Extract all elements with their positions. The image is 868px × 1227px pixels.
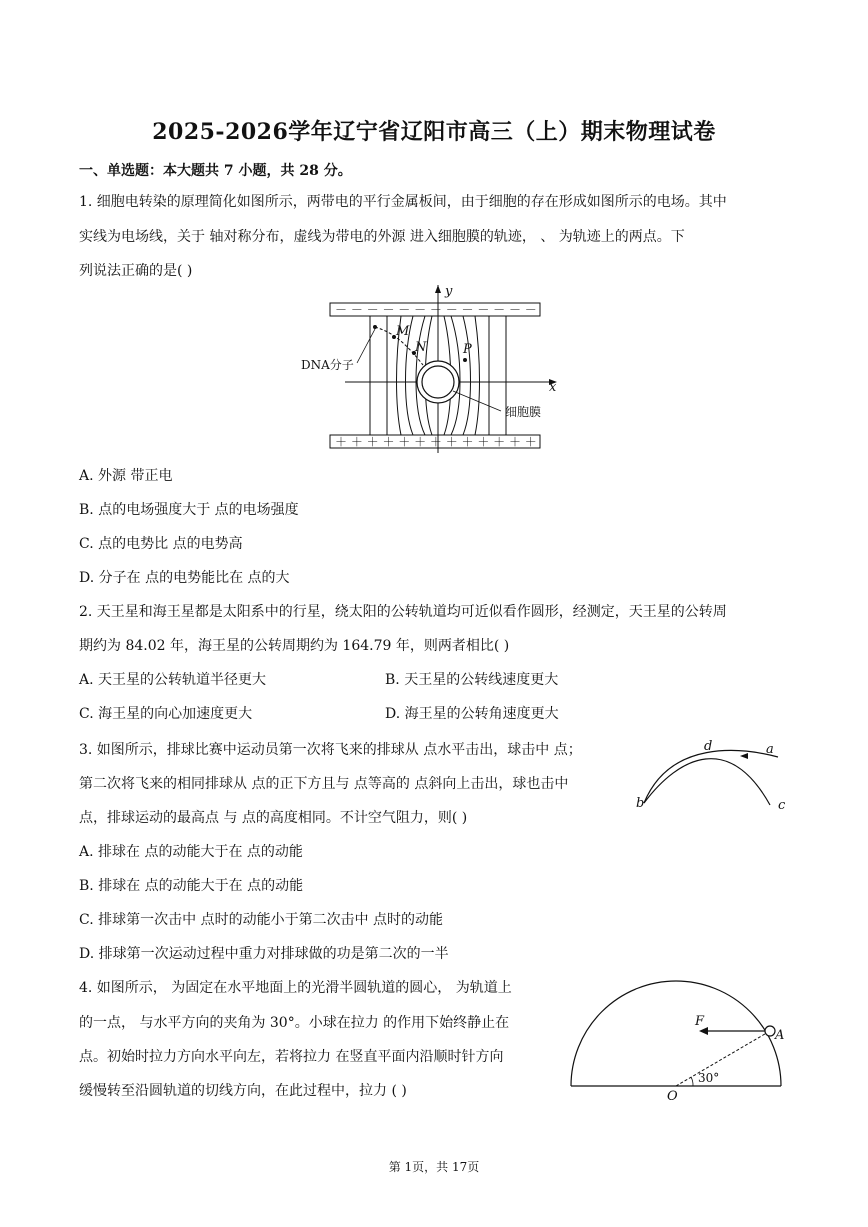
q2-stem-line-1: 2. 天王星和海王星都是太阳系中的行星，绕太阳的公转轨道均可近似看作圆形，经测定，天王星的公转周 [79, 604, 727, 620]
y-axis-label: y [445, 285, 453, 299]
q3-option-b: B. 排球在 点的动能大于在 点的动能 [79, 878, 304, 894]
q3-option-d: D. 排球第一次运动过程中重力对排球做的功是第二次的一半 [79, 946, 449, 962]
semicircle-track [571, 981, 781, 1086]
q4-stem-line-1: 4. 如图所示， 为固定在水平地面上的光滑半圆轨道的圆心， 为轨道上 [79, 980, 512, 996]
q3-stem-line-1: 3. 如图所示，排球比赛中运动员第一次将飞来的排球从 点水平击出，球击中 点； [79, 742, 582, 758]
q4-semicircle-diagram [565, 970, 790, 1105]
q4-stem-line-4: 缓慢转至沿圆轨道的切线方向，在此过程中，拉力 ( ) [79, 1083, 407, 1099]
dna-label: DNA分子 [301, 358, 354, 372]
q2-option-a: A. 天王星的公转轨道半径更大 [79, 672, 267, 688]
point-c-label: c [778, 798, 786, 813]
point-p-label: P [463, 342, 472, 357]
ball [765, 1026, 775, 1036]
x-axis-label: x [549, 380, 557, 395]
q1-stem-line-1: 1. 细胞电转染的原理简化如图所示，两带电的平行金属板间，由于细胞的存在形成如图所示的电场。其中 [79, 194, 727, 210]
q1-option-d: D. 分子在 点的电势能比在 点的大 [79, 570, 290, 586]
point-m-label: M [396, 324, 410, 339]
q3-volleyball-diagram [630, 735, 790, 815]
q3-stem-line-2: 第二次将飞来的相同排球从 点的正下方且与 点等高的 点斜向上击出，球也击中 [79, 776, 569, 792]
q1-stem-line-2: 实线为电场线，关于 轴对称分布，虚线为带电的外源 进入细胞膜的轨迹， 、 为轨迹上的两点。下 [79, 229, 685, 245]
page-footer: 第 1页，共 17页 [388, 1160, 480, 1174]
angle-label: 30° [698, 1071, 720, 1085]
top-plate-charges: － － － － － － － － － － － － － [335, 303, 537, 317]
q3-stem-line-3: 点，排球运动的最高点 与 点的高度相同。不计空气阻力，则( ) [79, 810, 468, 826]
membrane-label: 细胞膜 [505, 405, 542, 419]
trajectory-2 [644, 759, 770, 805]
q2-option-c: C. 海王星的向心加速度更大 [79, 706, 253, 722]
q3-option-a: A. 排球在 点的动能大于在 点的动能 [79, 844, 303, 860]
q1-stem-line-3: 列说法正确的是( ) [79, 263, 193, 279]
q4-stem-line-3: 点。初始时拉力方向水平向左，若将拉力 在竖直平面内沿顺时针方向 [79, 1049, 504, 1065]
force-label: F [695, 1014, 705, 1029]
point-d-label: d [704, 739, 713, 754]
q2-stem-line-2: 期约为 84.02 年，海王星的公转周期约为 164.79 年，则两者相比( ) [79, 638, 510, 654]
point-a-label: a [766, 742, 774, 757]
q4-stem-line-2: 的一点， 与水平方向的夹角为 30°。小球在拉力 的作用下始终静止在 [79, 1015, 510, 1031]
q1-option-b: B. 点的电场强度大于 点的电场强度 [79, 502, 299, 518]
point-o-label: O [667, 1089, 678, 1104]
cell-outer [417, 361, 459, 403]
q1-option-c: C. 点的电势比 点的电势高 [79, 536, 243, 552]
point-n-label: N [415, 340, 427, 355]
q3-option-c: C. 排球第一次击中 点时的动能小于第二次击中 点时的动能 [79, 912, 444, 928]
radius-line [676, 1031, 770, 1086]
q2-option-d: D. 海王星的公转角速度更大 [385, 706, 559, 722]
point-b-label: b [636, 796, 645, 811]
q2-option-b: B. 天王星的公转线速度更大 [385, 672, 559, 688]
bottom-plate-charges: ＋ ＋ ＋ ＋ ＋ ＋ ＋ ＋ ＋ ＋ ＋ ＋ ＋ [335, 435, 537, 449]
q1-field-diagram [295, 285, 575, 455]
section-heading: 一、单选题：本大题共 7 小题，共 28 分。 [79, 163, 352, 179]
q1-option-a: A. 外源 带正电 [79, 468, 173, 484]
point-a-label: A [775, 1028, 785, 1043]
page-title: 2025-2026学年辽宁省辽阳市高三（上）期末物理试卷 [152, 119, 716, 145]
